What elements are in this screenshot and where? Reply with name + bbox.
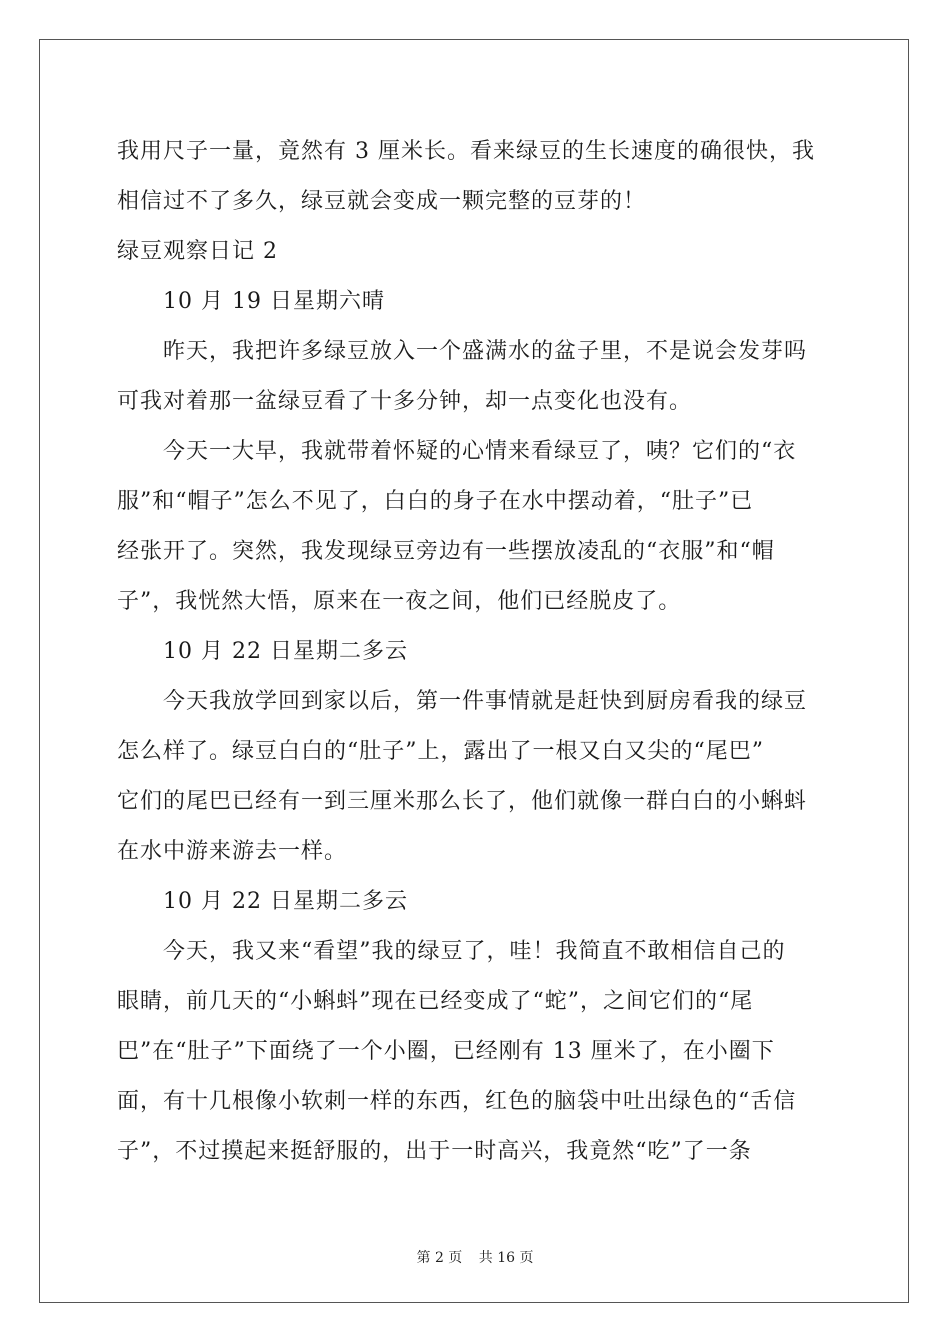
text-line: 今天一大早，我就带着怀疑的心情来看绿豆了，咦？它们的“衣 (163, 439, 797, 464)
text-line: 在水中游来游去一样。 (117, 839, 348, 864)
text-line: 可我对着那一盆绿豆看了十多分钟，却一点变化也没有。 (117, 389, 693, 414)
document-body (117, 127, 837, 1177)
text-line: 巴”在“肚子”下面绕了一个小圈，已经刚有 13 厘米了，在小圈下 (117, 1039, 775, 1064)
text-line: 今天我放学回到家以后，第一件事情就是赶快到厨房看我的绿豆 (163, 689, 808, 714)
text-line: 今天，我又来“看望”我的绿豆了，哇！我简直不敢相信自己的 (163, 939, 786, 964)
text-line: 经张开了。突然，我发现绿豆旁边有一些摆放凌乱的“衣服”和“帽 (117, 539, 775, 564)
text-line: 绿豆观察日记 2 (117, 239, 278, 264)
text-line: 怎么样了。绿豆白白的“肚子”上，露出了一根又白又尖的“尾巴” (117, 739, 764, 764)
text-line: 子”，我恍然大悟，原来在一夜之间，他们已经脱皮了。 (117, 589, 682, 614)
page-total: 共 16 页 (478, 1250, 534, 1266)
text-line: 相信过不了多久，绿豆就会变成一颗完整的豆芽的！ (117, 189, 647, 214)
text-line: 眼睛，前几天的“小蝌蚪”现在已经变成了“蛇”，之间它们的“尾 (117, 989, 754, 1014)
text-line: 我用尺子一量，竟然有 3 厘米长。看来绿豆的生长速度的确很快，我 (117, 139, 815, 164)
text-line: 10 月 19 日星期六晴 (163, 289, 385, 314)
text-line: 它们的尾巴已经有一到三厘米那么长了，他们就像一群白白的小蝌蚪 (117, 789, 808, 814)
page-footer (0, 1247, 950, 1267)
text-line: 子”，不过摸起来挺舒服的，出于一时高兴，我竟然“吃”了一条 (117, 1139, 752, 1164)
page-number: 第 2 页 (416, 1250, 463, 1266)
text-line: 服”和“帽子”怎么不见了，白白的身子在水中摆动着，“肚子”已 (117, 489, 754, 514)
text-line: 10 月 22 日星期二多云 (163, 639, 408, 664)
text-line: 面，有十几根像小软刺一样的东西，红色的脑袋中吐出绿色的“舌信 (117, 1089, 797, 1114)
text-line: 昨天，我把许多绿豆放入一个盛满水的盆子里，不是说会发芽吗 (163, 339, 808, 364)
text-line: 10 月 22 日星期二多云 (163, 889, 408, 914)
